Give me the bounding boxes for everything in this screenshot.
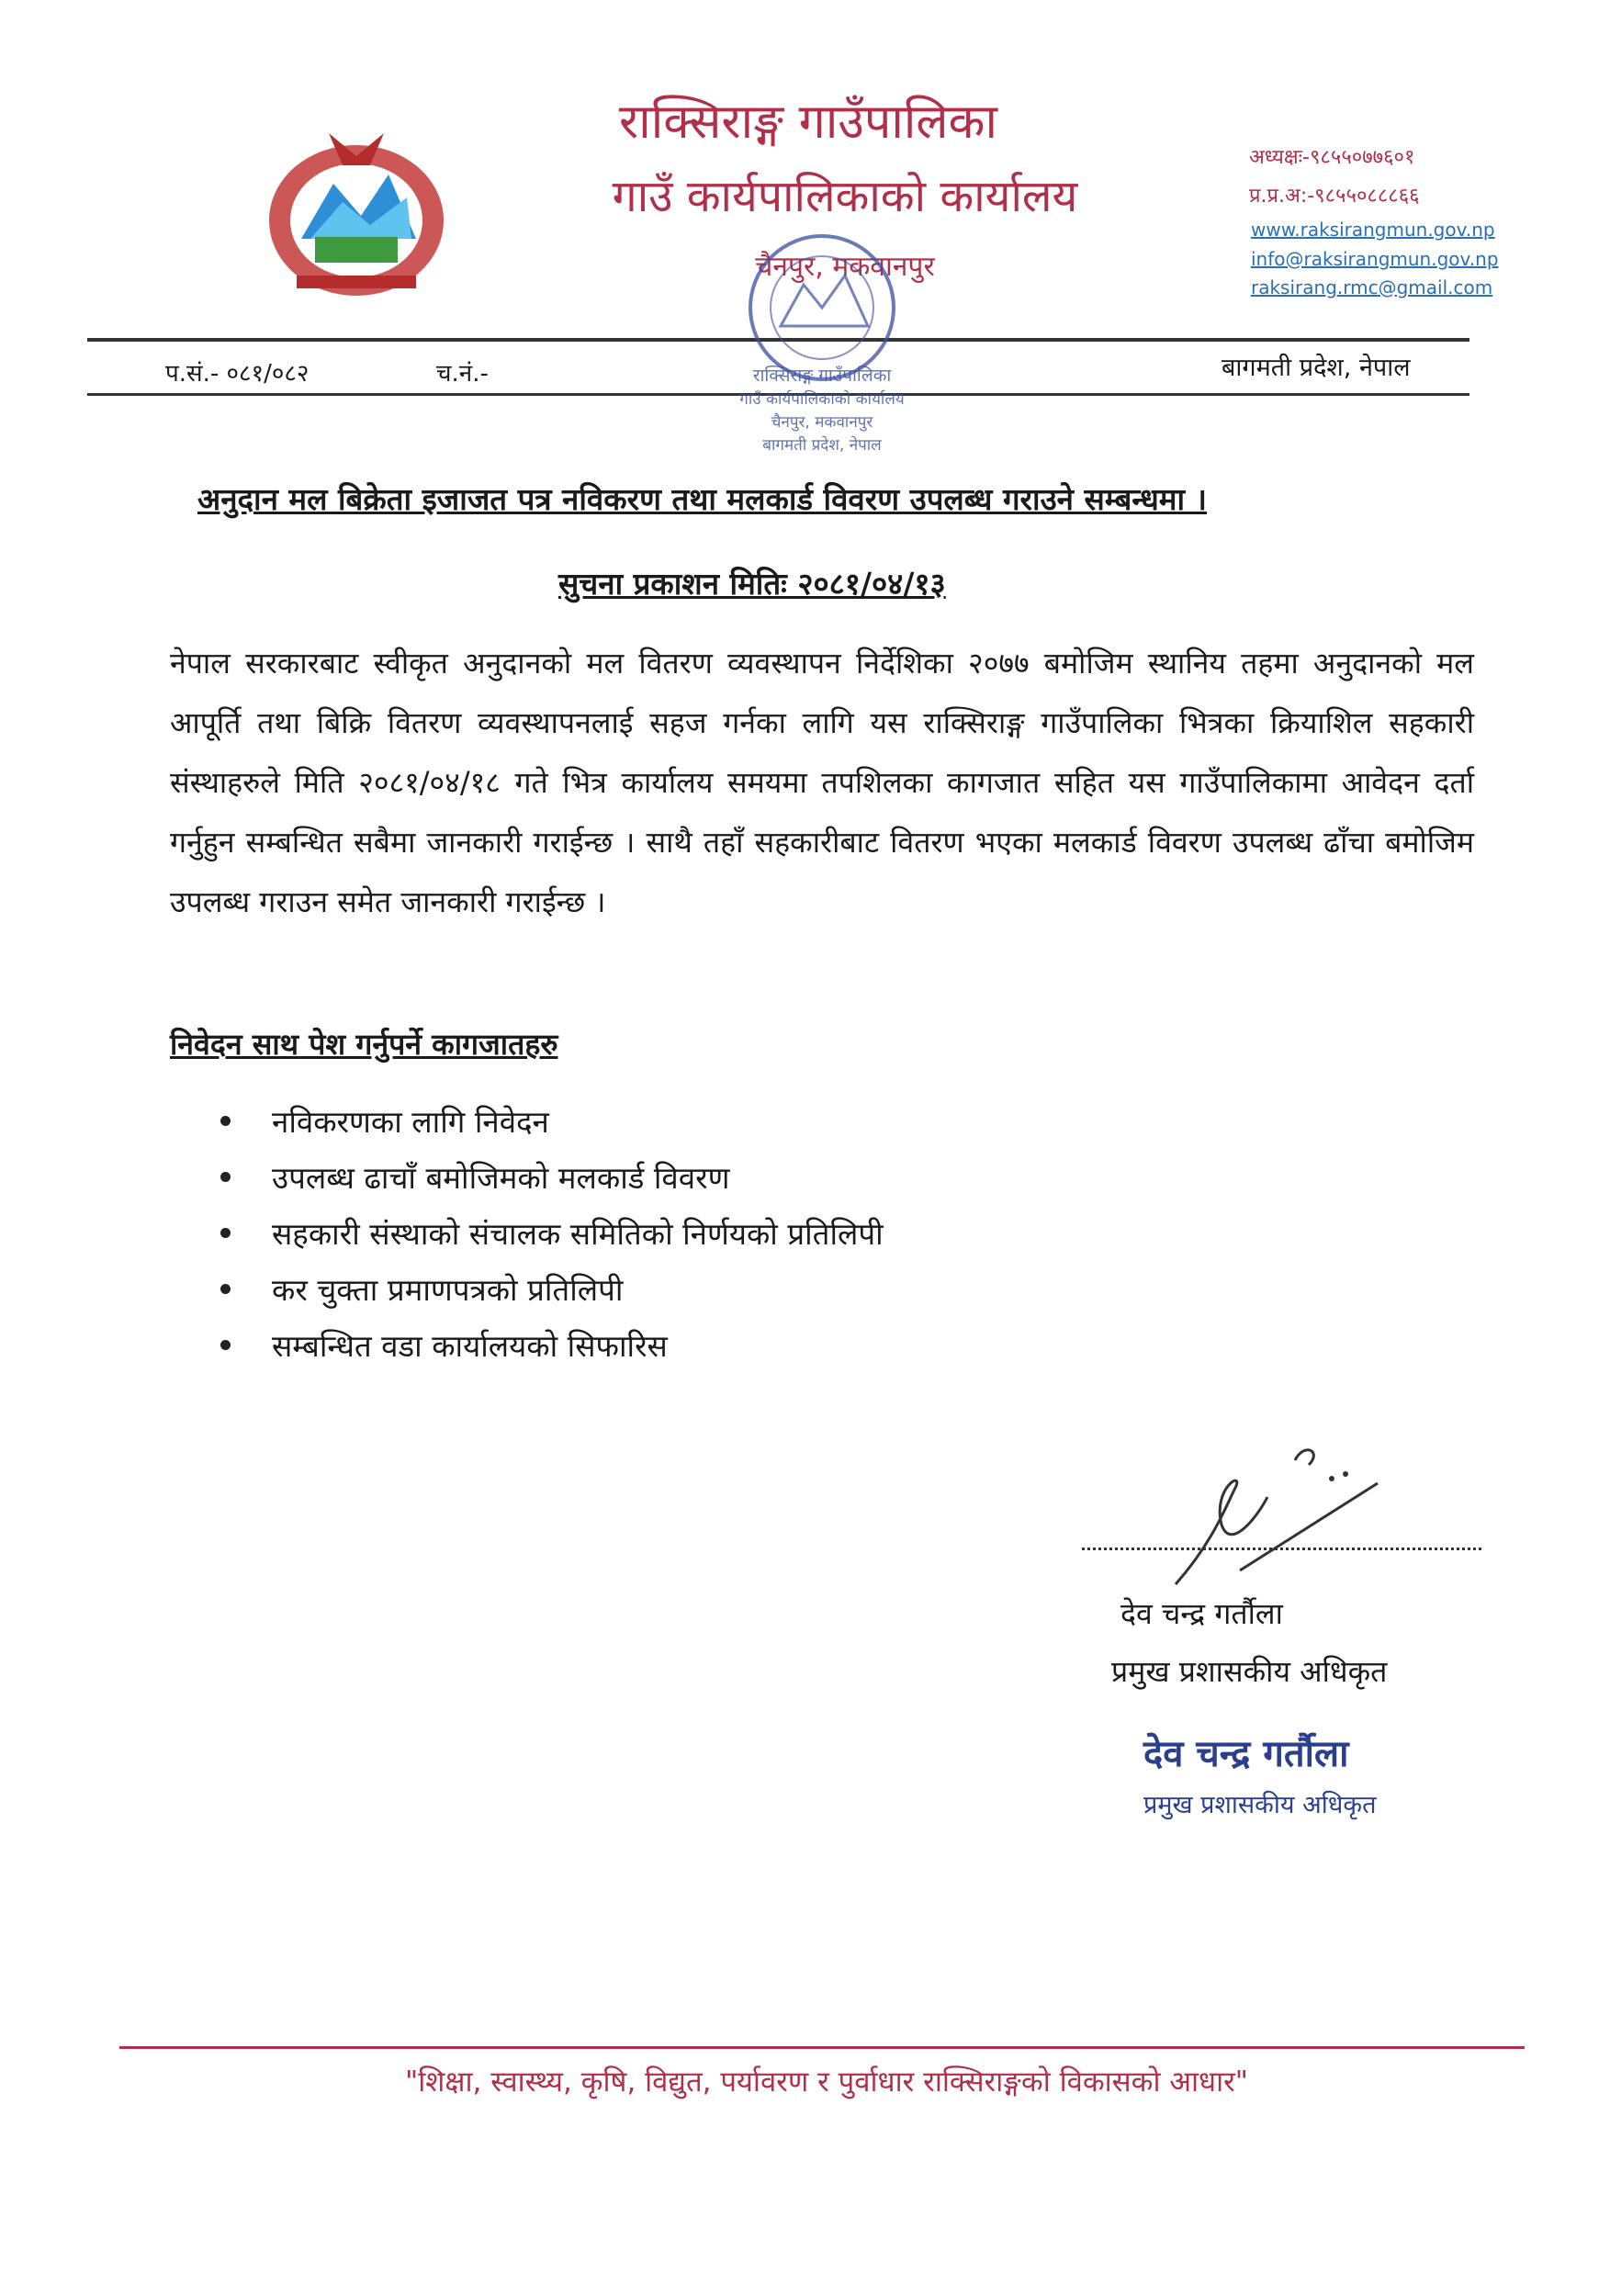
office-seal-stamp [716, 220, 928, 468]
bullet-icon [220, 1284, 231, 1294]
cao-phone: प्र.प्र.अ:-९८५५०८८८६६ [1249, 185, 1420, 208]
nepal-emblem-logo [260, 129, 453, 303]
website-link[interactable]: www.raksirangmun.gov.np [1251, 219, 1495, 241]
seal-line-3: चैनपुर, मकवानपुर [771, 413, 873, 432]
name-stamp: देव चन्द्र गर्तौला [1143, 1733, 1349, 1775]
list-item [220, 1317, 884, 1373]
list-item [220, 1149, 884, 1205]
notice-subject: अनुदान मल बिक्रेता इजाजत पत्र नविकरण तथा मलकार्ड विवरण उपलब्ध गराउने सम्बन्धमा । [197, 481, 1208, 517]
list-item [220, 1205, 884, 1261]
bullet-icon [220, 1172, 231, 1182]
document-item-label: सम्बन्धित वडा कार्यालयको सिफारिस [272, 1328, 668, 1364]
signer-name: देव चन्द्र गर्तौला [1120, 1596, 1283, 1631]
required-documents-heading: निवेदन साथ पेश गर्नुपर्ने कागजातहरु [170, 1027, 558, 1062]
document-item-label: सहकारी संस्थाको संचालक समितिको निर्णयको प्रतिलिपी [272, 1216, 884, 1252]
document-item-label: नविकरणका लागि निवेदन [272, 1104, 549, 1140]
list-item [220, 1261, 884, 1317]
seal-line-2: गाउँ कार्यपालिकाको कार्यालय [739, 390, 905, 409]
footer-motto: "शिक्षा, स्वास्थ्य, कृषि, विद्युत, पर्यावरण र पुर्वाधार राक्सिराङ्गको विकासको आधार" [404, 2065, 1249, 2099]
org-name: राक्सिराङ्ग गाउँपालिका [619, 95, 997, 150]
chairperson-phone: अध्यक्षः-९८५५०७७६०१ [1249, 146, 1415, 169]
bullet-icon [220, 1116, 231, 1126]
title-stamp: प्रमुख प्रशासकीय अधिकृत [1143, 1791, 1377, 1819]
document-item-label: कर चुक्ता प्रमाणपत्रको प्रतिलिपी [272, 1272, 624, 1308]
gmail-link[interactable]: raksirang.rmc@gmail.com [1251, 276, 1493, 298]
reference-number: प.सं.- ०८१/०८२ [165, 360, 310, 388]
list-item [220, 1093, 884, 1149]
seal-line-1: राक्सिराङ्ग गाउँपालिका [752, 366, 892, 386]
bullet-icon [220, 1228, 231, 1238]
info-email-link[interactable]: info@raksirangmun.gov.np [1251, 248, 1499, 270]
signature-dotted-line [1082, 1548, 1481, 1550]
document-item-label: उपलब्ध ढाचाँ बमोजिमको मलकार्ड विवरण [272, 1160, 730, 1196]
bullet-icon [220, 1340, 231, 1350]
seal-line-4: बागमती प्रदेश, नेपाल [762, 436, 882, 455]
office-name: गाउँ कार्यपालिकाको कार्यालय [612, 171, 1078, 222]
signer-title: प्रमुख प्रशासकीय अधिकृत [1111, 1654, 1388, 1689]
dispatch-number: च.नं.- [436, 360, 489, 388]
notice-body: नेपाल सरकारबाट स्वीकृत अनुदानको मल वितरण व्यवस्थापन निर्देशिका २०७७ बमोजिम स्थानिय तहमा अनुदानको मल आपूर्ति तथा बिक्रि वितरण व्यवस्थापनलाई सहज गर्नका लागि यस राक्सिराङ्ग गाउँपालिका भित्रका क्रियाशिल सहकारी संस्थाहरुले मिति २०८१/०४/१८ गते भित्र कार्यालय समयमा तपशिलका कागजात सहित यस गाउँपालिकामा आवेदन दर्ता गर्नुहुन सम्बन्धित सबैमा जानकारी गराईन्छ । साथै तहाँ सहकारीबाट वितरण भएका मलकार्ड विवरण उपलब्ध ढाँचा बमोजिम उपलब्ध गराउन समेत जानकारी गराईन्छ । [170, 646, 1474, 919]
publish-date: सुचना प्रकाशन मितिः २०८१/०४/१३ [558, 566, 946, 602]
office-location: चैनपुर, मकवानपुर [755, 251, 935, 283]
required-documents-list [220, 1093, 884, 1373]
province-label: बागमती प्रदेश, नेपाल [1222, 354, 1411, 382]
footer-divider [119, 2046, 1525, 2049]
handwritten-signature [1157, 1433, 1396, 1598]
